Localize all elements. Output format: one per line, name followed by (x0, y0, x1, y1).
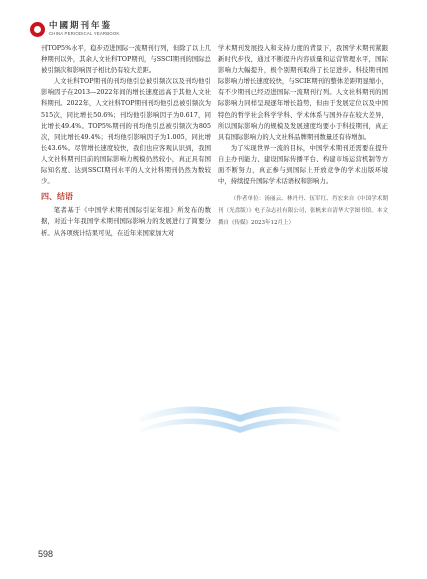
left-column (41, 43, 211, 239)
paragraph: 学术期刊发展投入和支持力度的背景下，我国学术期刊紧跟新时代步伐，通过不断提升内容质量和运营管理水平，国际影响力大幅提升，极个别期刊取得了长足进步。科技期刊国际影响力增长速度较快，与SCIE期刊的整体差距明显缩小，有不少期刊已经迈进国际一流期刊行列。人文社科期刊的国际影响力同样呈现逐年增长趋势，但由于发展定位以及中国特色的哲学社会科学学科、学术体系与国外存在较大差异，所以国际影响力的规模及发展速度均要小于科技期刊，真正具有国际影响力的人文社科品牌期刊数量还有待增加。 (218, 45, 388, 141)
header-title-en: CHINA PERIODICAL YEARBOOK (49, 30, 120, 36)
paragraph: 为了实现世界一流的目标，中国学术期刊还需要在提升自主办刊能力、建设国际传播平台、构建市场运营机制等方面不断努力，真正参与到国际上开放竞争的学术出版环境中，持续提升国际学术话语权和影响力。 (218, 144, 388, 186)
right-column (218, 43, 388, 230)
paragraph: 人文社科TOP期刊的刊均他引总被引频次以及刊均他引影响因子在2013—2022年间的增长速度远高于其他人文社科期刊。2022年，人文社科TOP期刊刊均他引总被引频次为515次，同比增长50.6%；刊均他引影响因子为0.617，同比增长49.4%。TOP5%期刊的刊均他引总被引频次为805次，同比增长49.4%；刊均他引影响因子为1.005，同比增长43.6%。尽管增长速度较快，我们也应客观认识到，我国人文社科期刊目前的国际影响力规模仍然较小，真正具有国际知名度、达到SSCI期刊水平的人文社科期刊仍然为数较少。 (41, 78, 211, 186)
yearbook-logo-icon (30, 22, 45, 37)
section-heading: 四、结语 (41, 192, 73, 202)
header-text (49, 22, 119, 36)
page-number: 598 (38, 549, 54, 559)
page-header (30, 18, 119, 40)
decorative-open-book-icon (130, 395, 350, 545)
paragraph: 刊TOP5%水平，稳步迈进国际一流期刊行列，但除了以上几种期刊以外，其余人文社科TOP期刊，与SSCI期刊的国际总被引频次和影响因子相比仍有较大差距。 (41, 45, 211, 75)
paragraph: 笔者基于《中国学术期刊国际引证年报》所发布的数据，对近十年我国学术期刊国际影响力的发展进行了简要分析。从各项统计结果可见，在近年来国家加大对 (41, 207, 211, 237)
author-credit: （作者单位：汤丽云、林丹丹、伍军红、肖宏来自《中国学术期刊（光盘版）》电子杂志社有限公司，张帆来自清华大学图书馆。本文撰自《传媒》2023年12月上） (218, 196, 388, 226)
header-title-cn: 中國期刊年鉴 (49, 21, 113, 32)
